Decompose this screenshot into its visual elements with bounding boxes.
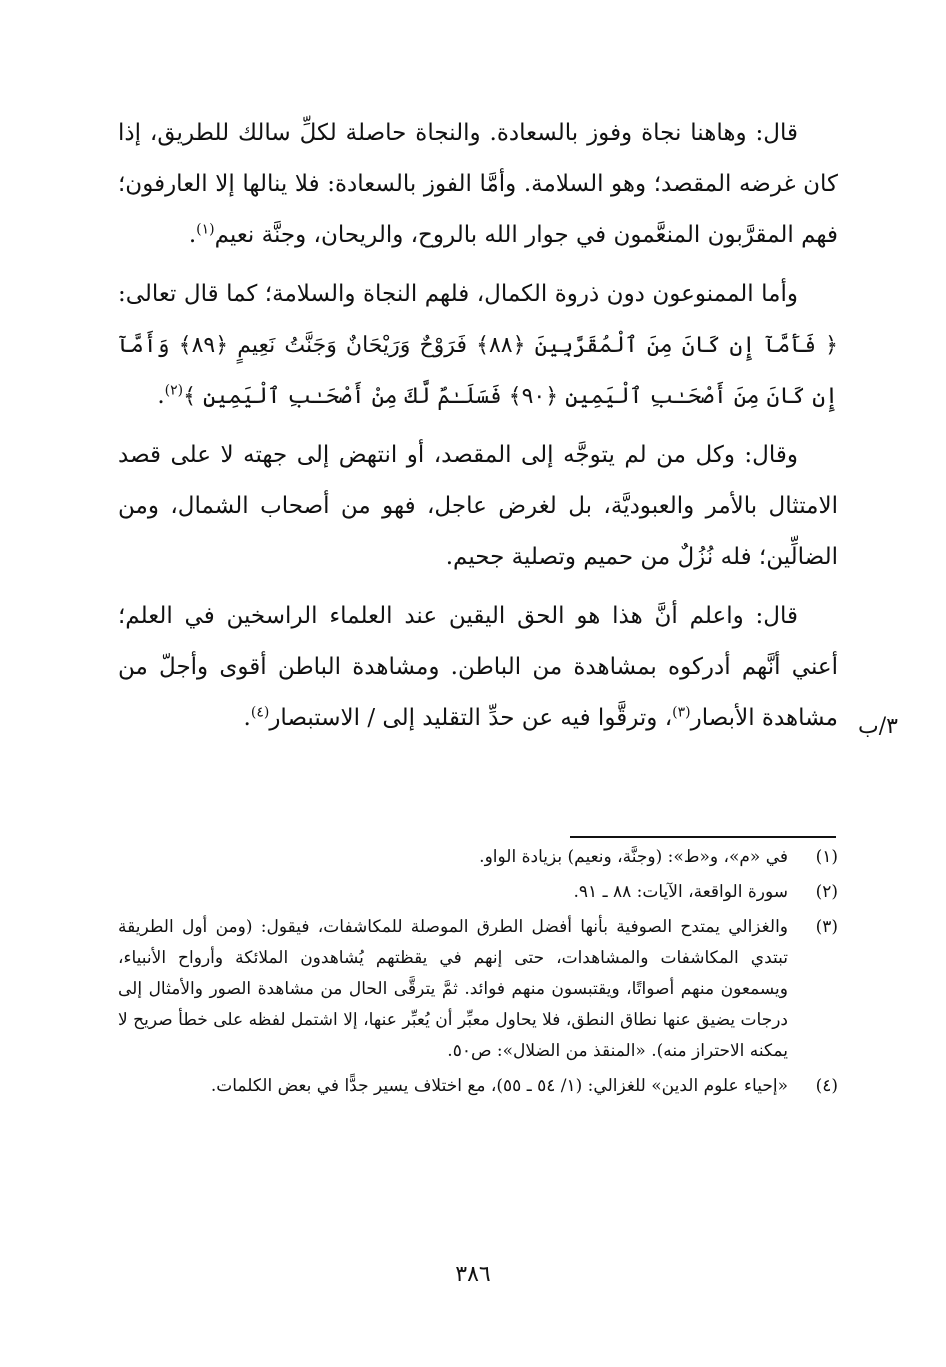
paragraph-4 xyxy=(118,591,838,744)
footnote-number: (٢) xyxy=(815,882,838,902)
footnote-item xyxy=(118,877,838,908)
paragraph-tail: . xyxy=(157,383,165,409)
footnote-text: سورة الواقعة، الآيات: ٨٨ ـ ٩١. xyxy=(573,882,788,902)
footnote-number: (١) xyxy=(815,847,838,867)
footnote-item xyxy=(118,842,838,873)
footnote-ref: (٢) xyxy=(164,382,184,399)
footnotes xyxy=(118,842,838,1106)
footnote-text: والغزالي يمتدح الصوفية بأنها أفضل الطرق الموصلة للمكاشفات، فيقول: (ومن أول الطريقة تبتدي المكاشفات والمشاهدات، حتى إنهم في يقظتهم يُشاهدون الملائكة وأرواح الأنبياء، ويسمعون منهم أصواتًا، ويقتبسون منهم فوائد. ثمَّ يترقَّى الحال من مشاهدة الصور والأمثال إلى درجات يضيق عنها نطاق النطق، فلا يحاول معبِّر أن يُعبِّر عنها، إلا اشتمل لفظه على خطأ صريح لا يمكنه الاحتراز منه). «المنقذ من الضلال»: ص٥٠. xyxy=(118,917,788,1061)
manuscript-folio-marker: ٣/ب xyxy=(858,714,898,739)
paragraph-text-continued: ، وترقَّوا فيه عن حدِّ التقليد إلى / الاستبصار xyxy=(269,705,673,731)
paragraph-1 xyxy=(118,108,838,261)
footnote-item xyxy=(118,1071,838,1102)
quran-verse: ﴿ فَأَمَّآ إِن كَانَ مِنَ ٱلْمُقَرَّبِينَ ﴿٨٨﴾ فَرَوْحٌ وَرَيْحَانٌ وَجَنَّتُ نَعِيمٍ ﴿٨٩﴾ وَأَمَّآ إِن كَانَ مِنَ أَصْحَـٰبِ ٱلْيَمِينِ ﴿٩٠﴾ فَسَلَـٰمٌ لَّكَ مِنْ أَصْحَـٰبِ ٱلْيَمِينِ ﴾ xyxy=(118,333,838,409)
paragraph-tail: . xyxy=(243,705,251,731)
footnote-text: «إحياء علوم الدين» للغزالي: (١/ ٥٤ ـ ٥٥)، مع اختلاف يسير جدًّا في بعض الكلمات. xyxy=(210,1076,788,1096)
footnote-ref: (١) xyxy=(196,221,215,238)
footnote-separator xyxy=(570,836,836,838)
footnote-text: في «م»، و«ط»: (وجنَّة، ونعيم) بزيادة الواو. xyxy=(479,847,788,867)
footnote-ref: (٣) xyxy=(672,704,691,721)
paragraph-text: وأما الممنوعون دون ذروة الكمال، فلهم النجاة والسلامة؛ كما قال تعالى: xyxy=(118,281,798,307)
paragraph-text: قال: واعلم أنَّ هذا هو الحق اليقين عند العلماء الراسخين في العلم؛ أعني أنَّهم أدركوه بمشاهدة من الباطن. ومشاهدة الباطن أقوى وأجلّ من مشاهدة الأبصار xyxy=(118,603,838,731)
paragraph-3 xyxy=(118,430,838,583)
paragraph-2 xyxy=(118,269,838,422)
main-text xyxy=(118,108,838,752)
footnote-number: (٤) xyxy=(815,1076,838,1096)
footnote-ref: (٤) xyxy=(250,704,270,721)
page-number: ٣٨٦ xyxy=(455,1262,491,1287)
paragraph-text: وقال: وكل من لم يتوجَّه إلى المقصد، أو انتهض إلى جهته لا على قصد الامتثال بالأمر والعبوديَّة، بل لغرض عاجل، فهو من أصحاب الشمال، ومن الضالِّين؛ فله نُزُلٌ من حميم وتصلية جحيم. xyxy=(118,442,838,570)
footnote-number: (٣) xyxy=(815,917,838,937)
footnote-item xyxy=(118,912,838,1067)
paragraph-tail: . xyxy=(188,222,197,248)
paragraph-text: قال: وهاهنا نجاة وفوز بالسعادة. والنجاة حاصلة لكلِّ سالك للطريق، إذا كان غرضه المقصد؛ وهو السلامة. وأمَّا الفوز بالسعادة: فلا ينالها إلا العارفون؛ فهم المقرَّبون المنعَّمون في جوار الله بالروح، والريحان، وجنَّة نعيم xyxy=(118,120,838,248)
